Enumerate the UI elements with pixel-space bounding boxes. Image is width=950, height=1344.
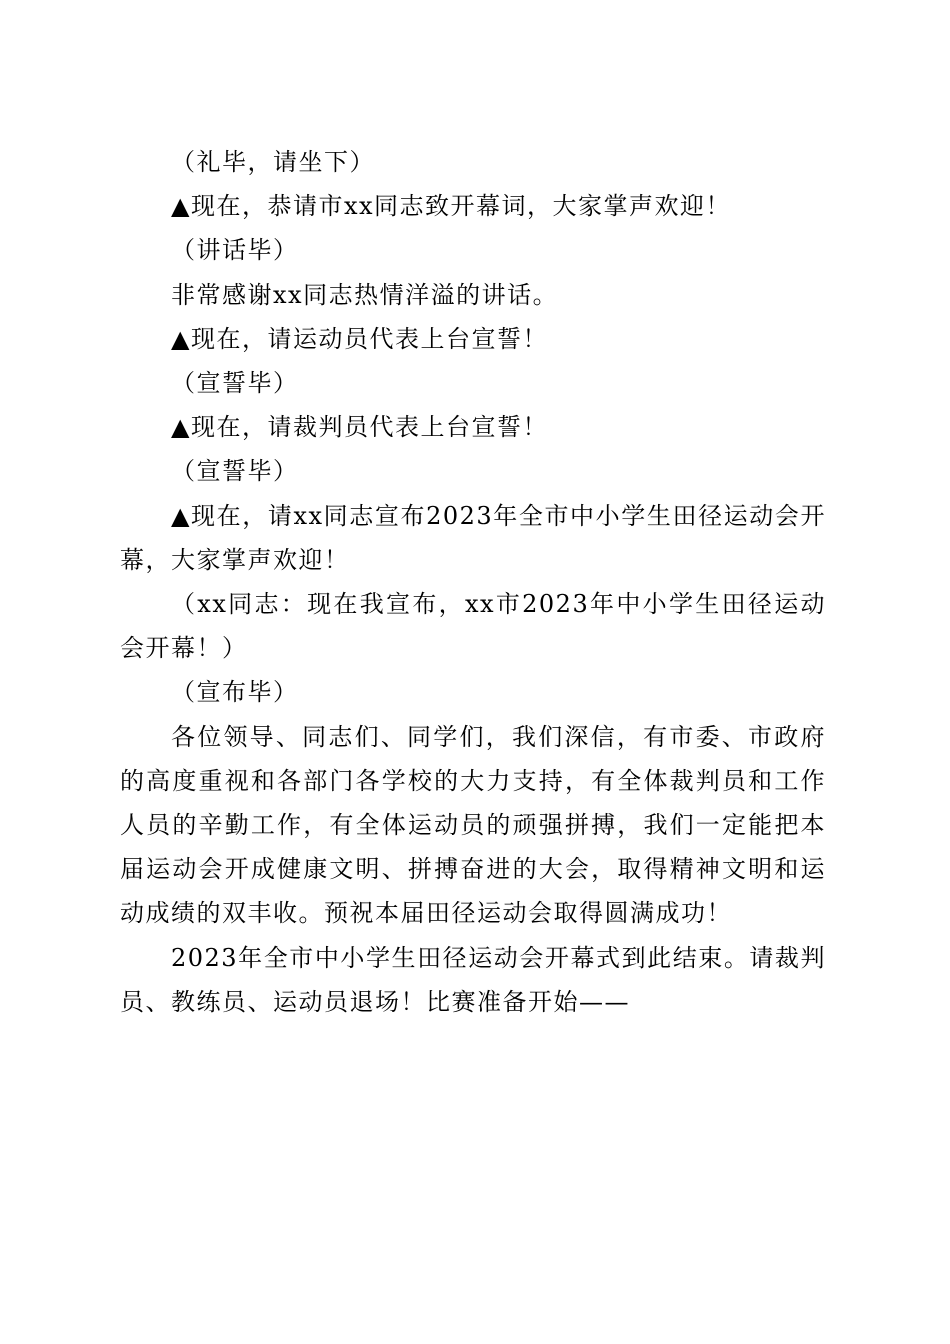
paragraph-9: ▲现在，请xx同志宣布2023年全市中小学生田径运动会开幕，大家掌声欢迎！ [120,501,826,574]
paragraph-7: ▲现在，请裁判员代表上台宣誓！ [171,413,548,442]
paragraph-6: （宣誓毕） [171,369,299,398]
paragraph-1: （礼毕，请坐下） [171,148,375,176]
document-body [120,140,826,1024]
paragraph-4: 非常感谢xx同志热情洋溢的讲话。 [171,280,559,309]
paragraph-5: ▲现在，请运动员代表上台宣誓！ [171,324,548,353]
paragraph-12: 各位领导、同志们、同学们，我们深信，有市委、市政府的高度重视和各部门各学校的大力支持，有全体裁判员和工作人员的辛勤工作，有全体运动员的顽强拼搏，我们一定能把本届运动会开成健康文明、拼搏奋进的大会，取得精神文明和运动成绩的双丰收。预祝本届田径运动会取得圆满成功！ [120,722,826,928]
paragraph-8: （宣誓毕） [171,457,299,486]
paragraph-2: ▲现在，恭请市xx同志致开幕词，大家掌声欢迎！ [171,192,732,221]
paragraph-3: （讲话毕） [171,236,299,265]
paragraph-13: 2023年全市中小学生田径运动会开幕式到此结束。请裁判员、教练员、运动员退场！比赛准备开始—— [120,943,826,1016]
paragraph-10: （xx同志：现在我宣布，xx市2023年中小学生田径运动会开幕！） [120,590,826,663]
paragraph-11: （宣布毕） [171,678,299,707]
